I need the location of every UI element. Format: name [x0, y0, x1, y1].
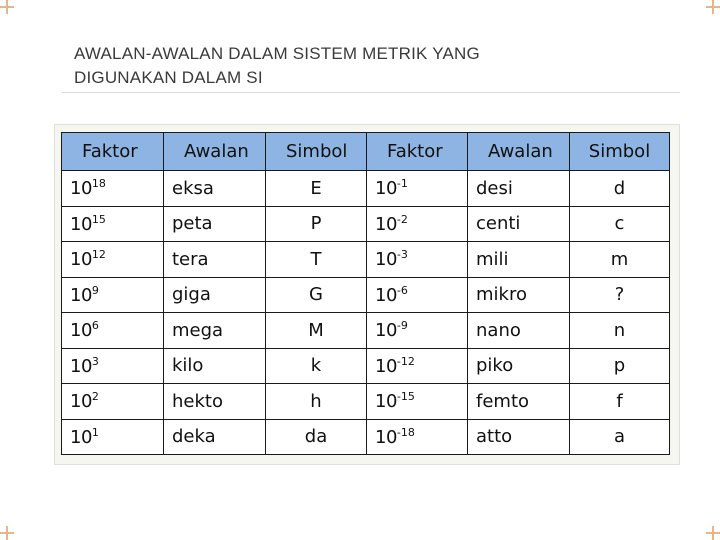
factor-exponent: 1 [91, 425, 99, 439]
factor-exponent: -6 [396, 283, 408, 297]
factor-exponent: 15 [91, 212, 106, 226]
factor-exponent: 18 [91, 177, 106, 191]
factor-base: 10 [375, 426, 397, 448]
header-faktor: Faktor [62, 133, 164, 171]
prefix-symbol-cell: h [266, 384, 367, 420]
prefix-symbol-cell: G [266, 277, 367, 313]
prefix-symbol-cell: n [570, 313, 670, 349]
factor-cell [367, 313, 468, 349]
prefix-symbol-cell: m [570, 242, 670, 278]
prefix-name-cell: nano [468, 313, 570, 349]
factor-base: 10 [375, 391, 397, 413]
table-row [62, 242, 670, 278]
prefix-name-cell: atto [468, 419, 570, 455]
factor-base: 10 [70, 391, 92, 413]
prefix-name-cell: desi [468, 171, 570, 207]
prefix-name-cell: giga [164, 277, 266, 313]
prefix-symbol-cell: k [266, 348, 367, 384]
factor-cell [62, 419, 164, 455]
header-awalan: Awalan [468, 133, 570, 171]
factor-base: 10 [70, 426, 92, 448]
factor-cell [367, 348, 468, 384]
table-row [62, 384, 670, 420]
table-header-row [62, 133, 670, 171]
table-row [62, 277, 670, 313]
prefix-symbol-cell: M [266, 313, 367, 349]
header-simbol: Simbol [570, 133, 670, 171]
factor-base: 10 [70, 178, 92, 200]
header-simbol: Simbol [266, 133, 367, 171]
factor-exponent: 6 [91, 319, 99, 333]
slide-title [74, 42, 634, 90]
factor-cell [367, 419, 468, 455]
factor-exponent: -15 [396, 390, 415, 404]
prefix-symbol-cell: P [266, 206, 367, 242]
prefix-name-cell: mikro [468, 277, 570, 313]
header-faktor: Faktor [367, 133, 468, 171]
factor-cell [367, 242, 468, 278]
prefix-symbol-cell: ? [570, 277, 670, 313]
factor-base: 10 [375, 284, 397, 306]
factor-base: 10 [375, 178, 397, 200]
table-row [62, 171, 670, 207]
factor-exponent: -18 [396, 425, 415, 439]
prefix-symbol-cell: p [570, 348, 670, 384]
factor-exponent: -2 [396, 212, 408, 226]
factor-cell [62, 171, 164, 207]
slide-title-line-2: DIGUNAKAN DALAM SI [74, 68, 263, 87]
factor-exponent: 12 [91, 248, 106, 262]
factor-exponent: -3 [396, 248, 408, 262]
factor-exponent: 9 [91, 283, 99, 297]
factor-base: 10 [70, 213, 92, 235]
factor-exponent: 2 [91, 390, 99, 404]
factor-base: 10 [70, 320, 92, 342]
prefix-symbol-cell: c [570, 206, 670, 242]
prefix-name-cell: centi [468, 206, 570, 242]
prefix-symbol-cell: E [266, 171, 367, 207]
factor-exponent: 3 [91, 354, 99, 368]
factor-cell [367, 206, 468, 242]
title-divider [62, 92, 680, 93]
factor-cell [62, 313, 164, 349]
header-awalan: Awalan [164, 133, 266, 171]
factor-cell [367, 171, 468, 207]
factor-cell [62, 206, 164, 242]
factor-exponent: -9 [396, 319, 408, 333]
prefix-name-cell: piko [468, 348, 570, 384]
factor-base: 10 [70, 284, 92, 306]
corner-mark-bottom-right [706, 526, 720, 540]
factor-cell [62, 348, 164, 384]
table-row [62, 348, 670, 384]
corner-mark-top-left [0, 0, 14, 14]
prefix-name-cell: mega [164, 313, 266, 349]
prefix-symbol-cell: T [266, 242, 367, 278]
si-prefix-table [61, 132, 670, 455]
factor-base: 10 [375, 320, 397, 342]
slide-title-line-1: AWALAN-AWALAN DALAM SISTEM METRIK YANG [74, 44, 480, 63]
prefix-symbol-cell: f [570, 384, 670, 420]
factor-cell [62, 277, 164, 313]
table-row [62, 313, 670, 349]
prefix-symbol-cell: da [266, 419, 367, 455]
factor-base: 10 [375, 249, 397, 271]
factor-cell [62, 384, 164, 420]
factor-cell [367, 277, 468, 313]
table-row [62, 419, 670, 455]
prefix-symbol-cell: a [570, 419, 670, 455]
prefix-name-cell: tera [164, 242, 266, 278]
prefix-name-cell: eksa [164, 171, 266, 207]
factor-cell [367, 384, 468, 420]
prefix-name-cell: mili [468, 242, 570, 278]
factor-cell [62, 242, 164, 278]
prefix-name-cell: deka [164, 419, 266, 455]
table-row [62, 206, 670, 242]
factor-base: 10 [375, 355, 397, 377]
prefix-symbol-cell: d [570, 171, 670, 207]
factor-base: 10 [375, 213, 397, 235]
prefix-name-cell: femto [468, 384, 570, 420]
prefix-name-cell: kilo [164, 348, 266, 384]
prefix-name-cell: hekto [164, 384, 266, 420]
factor-base: 10 [70, 249, 92, 271]
prefix-name-cell: peta [164, 206, 266, 242]
factor-base: 10 [70, 355, 92, 377]
corner-mark-bottom-left [0, 526, 14, 540]
factor-exponent: -1 [396, 177, 408, 191]
corner-mark-top-right [706, 0, 720, 14]
factor-exponent: -12 [396, 354, 415, 368]
